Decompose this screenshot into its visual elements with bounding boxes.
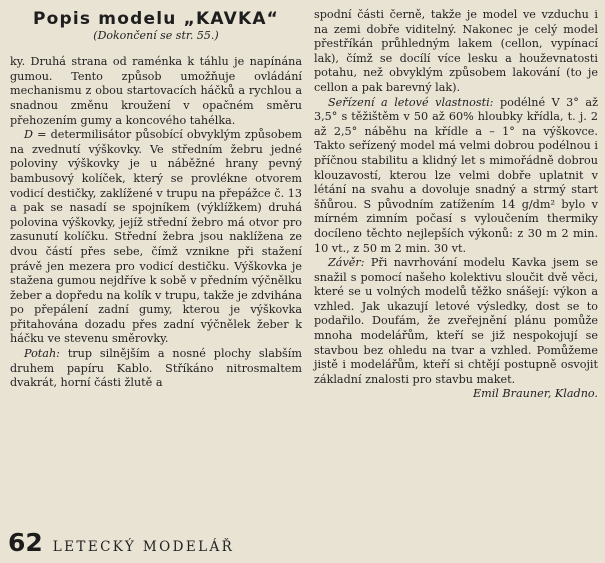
article-subtitle: (Dokončení se str. 55.) <box>93 28 219 42</box>
right-paragraph-2 <box>314 96 598 257</box>
right-paragraph-1: spodní části černě, takže je model ve vzduchu i na zemi dobře viditelný. Nakonec je celý model přestříkán průhledným lakem (cellon, vypínací lak), čímž se docílí více lesku a houževnatosti potahu, než obvyklým způsobem lakování (to je cellon a pak barevný lak). <box>314 8 598 94</box>
page-number: 62 <box>8 528 43 557</box>
left-paragraph-2-text: = determilisátor působící obvyklým způsobem na zvednutí výškovky. Ve středním žebru jedné poloviny výškovky je u náběžné hrany pevný bambusový kolíček, který se provléknе otvorem vodicí destičky, zaklížené v trupu na přepážce č. 13 a pak se nasadí se spojníkem (výklížkem) druhá polovina výškovky, jejíž střední žebro má otvor pro zasunutí kolíčku. Střední žebra jsou naklížena ze dvou částí přes sebe, čímž vznikne při stažení právě jen mezera pro vodicí destičku. Výškovka je stažena gumou nejdříve k sobě v předním výčnělku žeber a dopředu na kolík v trupu, takže je zdvihána po přepálení zadní gumy, kterou je výškovka přitahována dozadu přes zadní výčnělek žeber k háčku ve stevenu směrovky. <box>10 128 302 346</box>
right-paragraph-2-text: podélné V 3° až 3,5° s těžištěm v 50 až 60% hloubky křídla, t. j. 2 až 2,5° náběhu na křídle a – 1° na výškovce. Takto seřízený model má velmi dobrou podélnou i příčnou stabilitu a klidný let s mimořádně dobrou klouzavostí, kterou lze velmi dobře uplatnit v létání na svahu a dovoluje snadný a strmý start šňůrou. S původním zatížením 14 g/dm² bylo v mírném zimním počasí s vyloučením thermiky docíleno těchto nejlepších výkonů: z 30 m 2 min. 10 vt., z 50 m 2 min. 30 vt. <box>314 95 598 255</box>
left-paragraph-3 <box>10 347 302 391</box>
right-paragraph-3-text: Při navrhování modelu Kavka jsem se snažil s pomocí našeho kolektivu sloučit dvě věci, které se u volných modelů těžko snášejí: výkon a vzhled. Jak ukazují letové výsledky, dost se to podařilo. Doufám, že zveřejnění plánu pomůže mnoha modelářům, kteří se již nespokojují se stavbou bez ohledu na tvar a vzhled. Pomůžeme jistě i modelářům, kteří si chtějí postupně osvojit základní znalosti pro stavbu maket. <box>314 256 598 386</box>
author-signature: Emil Brauner, Kladno. <box>472 387 598 401</box>
zaver-label: Závěr: <box>328 256 365 270</box>
page-footer <box>8 528 308 558</box>
article-title: Popis modelu „KAVKA“ <box>32 9 280 29</box>
left-paragraph-3-text: trup silnějším a nosné plochy slabším druhem papíru Kablo. Stříkáno nitrosmaltem dvakrát, horní části žlutě a <box>10 347 302 390</box>
magazine-name: LETECKÝ MODELÁŘ <box>52 539 235 555</box>
right-column <box>314 8 598 402</box>
left-paragraph-2-lead: D <box>24 128 33 142</box>
left-column <box>10 8 302 391</box>
left-paragraph-2 <box>10 128 302 347</box>
potah-label: Potah: <box>24 347 60 361</box>
serizeni-label: Seřízení a letové vlastnosti: <box>328 95 494 109</box>
right-paragraph-3 <box>314 256 598 387</box>
left-paragraph-1: ky. Druhá strana od raménka k táhlu je napínána gumou. Tento způsob umožňuje ovládání mechanismu z obou startovacích háčků a rychlou a snadnou změnu kroužení v opačném směru přehozením gumy a koncového tahélka. <box>10 55 302 127</box>
